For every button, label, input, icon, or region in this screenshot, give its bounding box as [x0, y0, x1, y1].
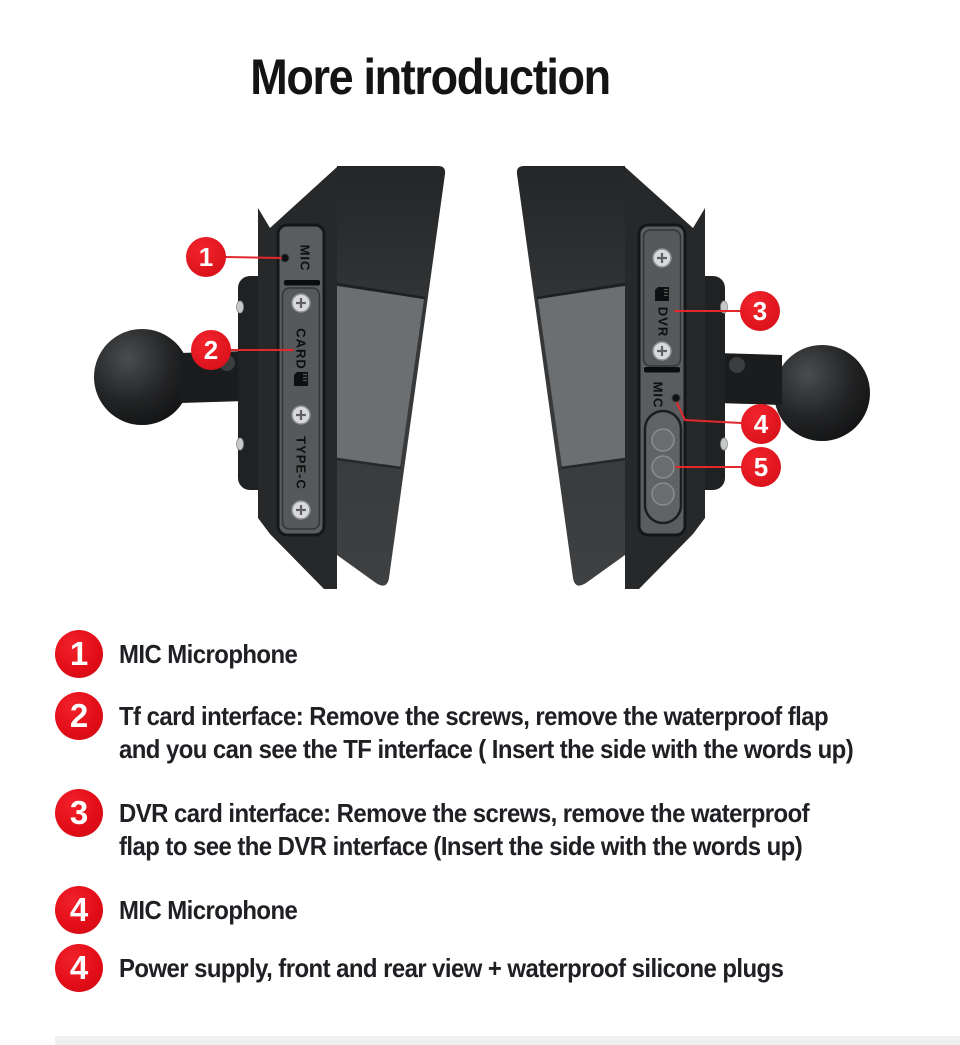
- callout-5-num: 5: [753, 452, 769, 482]
- left-card-label: CARD: [293, 328, 309, 370]
- right-mic-label: MIC: [650, 381, 666, 409]
- legend-item-4: [55, 891, 313, 934]
- legend-text-1: [119, 638, 297, 671]
- callout-1-num: 1: [198, 242, 214, 272]
- next-section-edge: [55, 1036, 960, 1045]
- callout-2-num: 2: [203, 335, 219, 365]
- legend-text-2: [119, 700, 853, 766]
- legend-badge-3: 3: [55, 789, 103, 837]
- left-typec-label: TYPE-C: [293, 436, 309, 490]
- page-title: More introduction: [250, 49, 610, 105]
- legend-text-3-line-2: flap to see the DVR interface (Insert the side with the words up): [119, 831, 803, 861]
- legend-item-5: [55, 949, 841, 992]
- legend-text-5-line-1: Power supply, front and rear view + waterproof silicone plugs: [119, 953, 784, 983]
- legend-text-2-line-2: and you can see the TF interface ( Insert the side with the words up): [119, 734, 854, 764]
- right-dvr-label: DVR: [655, 306, 671, 338]
- callout-3-num: 3: [752, 296, 768, 326]
- callout-4-num: 4: [753, 409, 769, 439]
- legend-text-5: [119, 952, 783, 985]
- left-mic-label: MIC: [297, 244, 313, 272]
- legend-badge-2: 2: [55, 692, 103, 740]
- legend-badge-4: 4: [55, 886, 103, 934]
- legend-item-2: [55, 697, 917, 766]
- legend-text-3-line-1: DVR card interface: Remove the screws, remove the waterproof: [119, 798, 810, 828]
- legend-text-3: [119, 797, 809, 863]
- legend-item-1: [55, 635, 313, 678]
- legend-item-3: [55, 794, 869, 863]
- legend-badge-1: 1: [55, 630, 103, 678]
- legend-text-4: [119, 894, 297, 927]
- legend-text-2-line-1: Tf card interface: Remove the screws, remove the waterproof flap: [119, 701, 829, 731]
- legend-text-1-line-1: MIC Microphone: [119, 639, 298, 669]
- legend-badge-5: 4: [55, 944, 103, 992]
- legend-text-4-line-1: MIC Microphone: [119, 895, 298, 925]
